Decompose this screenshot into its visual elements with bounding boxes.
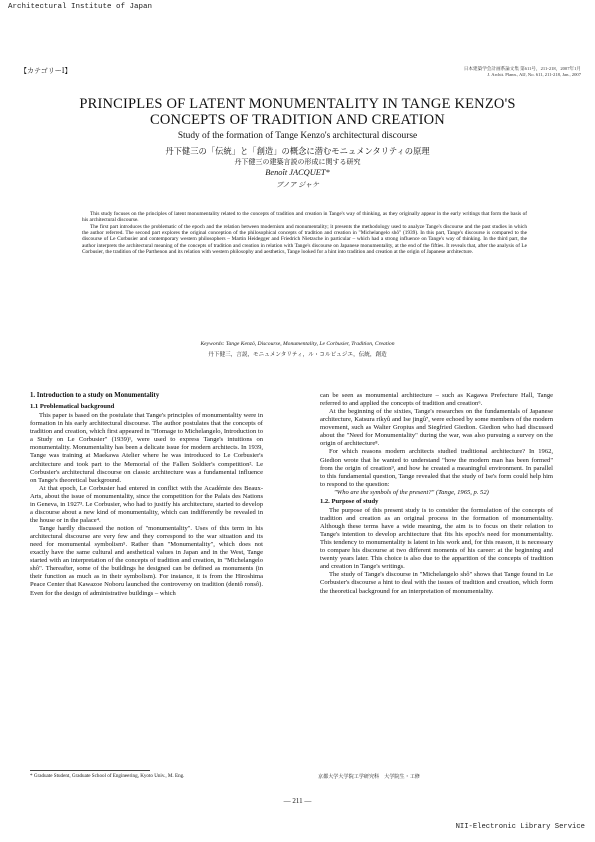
body-paragraph: Tange hardly discussed the notion of "monumentality". Uses of this term in his architectural discourse are very few and they correspond to the war situation and its need for monumental symbolism⁵. Rather than "Monumentality", which does not exactly have the same cultural and aesthetical values in Japan and in the West, Tange started with an interpretation of the concepts of tradition and creation, in "Michelangelo shô". Thereafter, some of the buildings he designed can be defined as monuments (in their function as much as in their symbolism). For instance, it is from the Hiroshima Peace Center that Kawazoe Noboru launched the controversy on tradition (dentô ronsô). Even for the design of administrative buildings – which <box>30 525 263 597</box>
body-column-right <box>320 392 553 596</box>
journal-citation <box>431 66 581 78</box>
body-paragraph: For which reasons modern architects studied traditional architecture? In 1962, Giedion wrote that he wanted to understand "how the modern man has been formed" from the origin of creation⁹, and how he created a meaningful environment. In parallel to this fundamental question, Tange revealed that the study of Ise's form could help him to respond to the question: <box>320 448 553 488</box>
body-paragraph: can be seen as monumental architecture – such as Kagawa Prefecture Hall, Tange referred to and applied the concepts of tradition and creation⁶. <box>320 392 553 408</box>
journal-citation-en: J. Archit. Plann., AIJ, No. 611, 211-218, Jan., 2007 <box>487 72 581 77</box>
keywords: Keywords: Tange Kenzô, Discourse, Monumentality, Le Corbusier, Tradition, Creation <box>200 341 395 347</box>
author-footnote-jp: 京都大学大学院工学研究科 大学院生・工修 <box>318 774 420 780</box>
body-paragraph: The study of Tange's discourse in "Michelangelo shô" shows that Tange found in Le Corbusier's discourse a hint to deal with the issues of tradition and creation, which form the theoretical background for an interpretation of monumentality. <box>320 571 553 595</box>
block-quote: "Who are the symbols of the present?" (Tange, 1965, p. 52) <box>334 488 489 496</box>
abstract <box>82 211 527 255</box>
body-paragraph: This paper is based on the postulate that Tange's principles of monumentality were in formation in his early architectural discourse. The author postulates that the concepts of tradition and creation, which first appeared in "Homage to Michelangelo, Introduction to a Study on Le Corbusier" (1939)¹, were used to express Tange's intuitions on monumentality. Monumentality has been a delicate issue for modern architects. In 1939, Tange was training at Maekawa Atelier where he was introduced to Le Corbusier's architecture and took part to the Memorial of the Fallen Soldier's competition². Le Corbusier's architectural discourse on classic architecture was a fundamental influence on Tange's theoretical background. <box>30 412 263 484</box>
paper-title-line2: CONCEPTS OF TRADITION AND CREATION <box>150 112 445 128</box>
abstract-paragraph-1: This study focuses on the principles of latent monumentality related to the concepts of tradition and creation in Tange's way of thinking, as they originally appear in the early writings that form the basis of his architectural discourse. <box>82 211 527 224</box>
abstract-paragraph-2: The first part introduces the problematic of the epoch and the relation between modernism and monumentality; it presents the methodology used to analyze Tange's discourse and the past studies in which the author referred. The second part explores the original conception of the philosophical concepts of tradition and creation in "Michelangelo shô" (1939). In this part, Tange's discourse is compared to the discourse of Le Corbusier and contemporary western philosophers – Martin Heidegger and Friedrich Nietzsche in particular – which had a strong influence on Tange's way of thinking. In the third part, the author interprets the architectural meaning of the concepts of tradition and creation in relation with Tange's discourse on Japanese monumentality, at the end of the fifties. It reveals that, after the analysis of Le Corbusier, the tradition of the Parthenon and its relation with western philosophy and aesthetics, Tange looked for a hint into tradition and creation at the origin of Japanese architecture. <box>82 223 527 256</box>
body-paragraph: At that epoch, Le Corbusier had entered in conflict with the Académie des Beaux-Arts, about the issue of monumentality, since the competition for the Palais des Nations in Geneva, in 1927³. Le Corbusier, who had to justify his architecture, started to develop a discourse about a new kind of monumentality, which can indifferently be revealed in the house or in the palace⁴. <box>30 484 263 524</box>
paper-title-jp: 丹下健三の「伝統」と「創造」の概念に潜むモニュメンタリティの原理 <box>165 147 430 156</box>
body-paragraph: At the beginning of the sixties, Tange's researches on the fundamentals of Japanese architecture, Katsura rikyû and Ise jingû⁷, were echoed by some members of the modern movement, such as Walter Gropius and Siegfried Giedion. Giedion who had discussed about the "Need for Monumentality" during the war, was also pursuing a survey on the origin of architecture⁸. <box>320 408 553 448</box>
publisher-banner: Architectural Institute of Japan <box>8 3 153 11</box>
subsection-heading: 1.1 Problematical background <box>30 403 115 411</box>
body-paragraph: The purpose of this present study is to consider the formulation of the concepts of tradition and creation as an original process in the formation of monumentality. Although these terms have a wide meaning, the aim is to focus on their relation to Tange's intention to develop architecture that fits his epoch's need for monumentality. This tendency to monumentality is latent in his work and, for this reason, it is necessary to compare his discourse at two different moments of his career: at the beginning and twenty years later. This choice is also due to the apparition of the concepts of tradition and creation in Tange's writings. <box>320 506 553 571</box>
paper-title <box>40 96 555 128</box>
library-banner: NII-Electronic Library Service <box>455 823 585 831</box>
footnote-divider <box>30 770 150 771</box>
section-heading: 1. Introduction to a study on Monumentality <box>30 392 160 399</box>
journal-citation-jp: 日本建築学会計画系論文集 第611号，211-218，2007年1月 <box>463 66 581 71</box>
body-column-left <box>30 392 263 598</box>
author-footnote: * Graduate Student, Graduate School of Engineering, Kyoto Univ., M. Eng. <box>30 773 185 779</box>
page-number: — 211 — <box>283 797 312 805</box>
keywords-jp: 丹下健三，言説，モニュメンタリティ，ル・コルビュジエ，伝統，創造 <box>208 352 387 358</box>
author-name-jp: ブノア ジャケ <box>275 181 320 189</box>
subsection-heading: 1.2. Purpose of study <box>320 497 379 505</box>
category-label: 【カテゴリーⅠ】 <box>20 67 72 75</box>
paper-title-line1: PRINCIPLES OF LATENT MONUMENTALITY IN TANGE KENZO'S <box>79 96 516 112</box>
paper-subtitle-jp: 丹下健三の建築言説の形成に関する研究 <box>234 158 361 166</box>
author-name: Benoît JACQUET* <box>265 168 330 177</box>
paper-subtitle: Study of the formation of Tange Kenzo's architectural discourse <box>177 131 418 141</box>
